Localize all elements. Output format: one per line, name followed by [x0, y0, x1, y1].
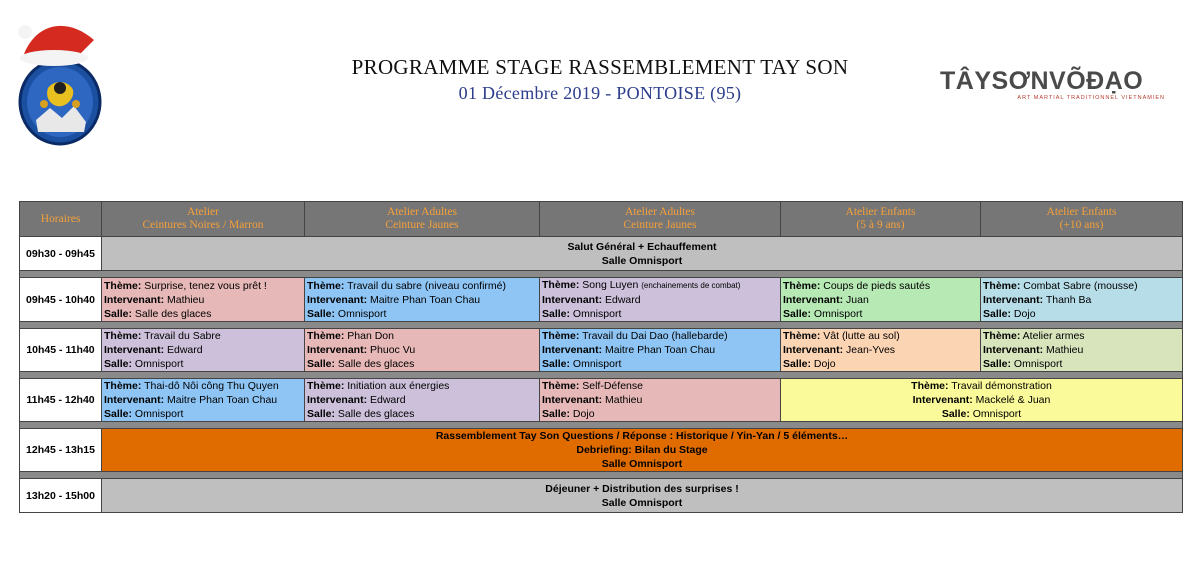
- tay-son-emblem-icon: [14, 10, 106, 150]
- table-row: [20, 237, 1183, 271]
- time-slot: 12h45 - 13h15: [20, 429, 102, 472]
- session-cell: Thème: Travail du Dai Dao (hallebarde) Intervenant: Maitre Phan Toan Chau Salle: Omnisport: [540, 329, 781, 372]
- time-slot: 13h20 - 15h00: [20, 479, 102, 513]
- session-cell: Thème: Phan Don Intervenant: Phuoc Vu Salle: Salle des glaces: [305, 329, 540, 372]
- session-cell: Thème: Thai-dô Nôi công Thu Quyen Intervenant: Maitre Phan Toan Chau Salle: Omnisport: [102, 379, 305, 422]
- brand-tagline: ART MARTIAL TRADITIONNEL VIETNAMIEN: [1017, 95, 1165, 101]
- table-row: [20, 329, 1183, 372]
- table-row: [20, 429, 1183, 472]
- club-emblem: [14, 10, 106, 150]
- time-slot: 09h45 - 10h40: [20, 278, 102, 322]
- column-header-ceintures-noires: Atelier Ceintures Noires / Marron: [102, 202, 305, 237]
- session-cell: Thème: Combat Sabre (mousse) Intervenant: Thanh Ba Salle: Dojo: [981, 278, 1183, 322]
- time-slot: 10h45 - 11h40: [20, 329, 102, 372]
- column-header-enfants-10: Atelier Enfants (+10 ans): [981, 202, 1183, 237]
- schedule-table: [19, 201, 1183, 513]
- brand-logo: [940, 68, 1165, 108]
- page-title: PROGRAMME STAGE RASSEMBLEMENT TAY SON: [351, 55, 849, 79]
- session-cell: Thème: Travail démonstration Intervenant: Mackelé & Juan Salle: Omnisport: [781, 379, 1183, 422]
- column-header-horaires: Horaires: [20, 202, 102, 237]
- column-header-enfants-5-9: Atelier Enfants (5 à 9 ans): [781, 202, 981, 237]
- table-row: [20, 278, 1183, 322]
- session-cell: Thème: Surprise, tenez vous prêt ! Intervenant: Mathieu Salle: Salle des glaces: [102, 278, 305, 322]
- session-cell: Déjeuner + Distribution des surprises ! Salle Omnisport: [102, 479, 1183, 513]
- row-separator: [20, 372, 1183, 379]
- column-header-adultes-jaunes-2: Atelier Adultes Ceinture Jaunes: [540, 202, 781, 237]
- brand-name: TÂYSƠNVÕĐẠO: [940, 67, 1144, 95]
- time-slot: 09h30 - 09h45: [20, 237, 102, 271]
- session-cell: Thème: Initiation aux énergies Intervenant: Edward Salle: Salle des glaces: [305, 379, 540, 422]
- time-slot: 11h45 - 12h40: [20, 379, 102, 422]
- session-cell: Thème: Atelier armes Intervenant: Mathieu Salle: Omnisport: [981, 329, 1183, 372]
- session-cell: Rassemblement Tay Son Questions / Réponse : Historique / Yin-Yan / 5 éléments… Debriefing: Bilan du Stage Salle Omnisport: [102, 429, 1183, 472]
- header-row: [20, 202, 1183, 237]
- row-separator: [20, 322, 1183, 329]
- session-cell: Salut Général + Echauffement Salle Omnisport: [102, 237, 1183, 271]
- session-cell: Thème: Coups de pieds sautés Intervenant: Juan Salle: Omnisport: [781, 278, 981, 322]
- table-row: [20, 379, 1183, 422]
- row-separator: [20, 271, 1183, 278]
- page-subtitle: 01 Décembre 2019 - PONTOISE (95): [458, 83, 742, 103]
- session-cell: Thème: Vât (lutte au sol) Intervenant: Jean-Yves Salle: Dojo: [781, 329, 981, 372]
- row-separator: [20, 472, 1183, 479]
- row-separator: [20, 422, 1183, 429]
- session-cell: Thème: Travail du Sabre Intervenant: Edward Salle: Omnisport: [102, 329, 305, 372]
- session-cell: Thème: Travail du sabre (niveau confirmé) Intervenant: Maitre Phan Toan Chau Salle: Omnisport: [305, 278, 540, 322]
- session-cell: Thème: Self-Défense Intervenant: Mathieu Salle: Dojo: [540, 379, 781, 422]
- table-row: [20, 479, 1183, 513]
- session-cell: Thème: Song Luyen (enchainements de combat) Intervenant: Edward Salle: Omnisport: [540, 278, 781, 322]
- column-header-adultes-jaunes-1: Atelier Adultes Ceinture Jaunes: [305, 202, 540, 237]
- title-block: [300, 55, 900, 104]
